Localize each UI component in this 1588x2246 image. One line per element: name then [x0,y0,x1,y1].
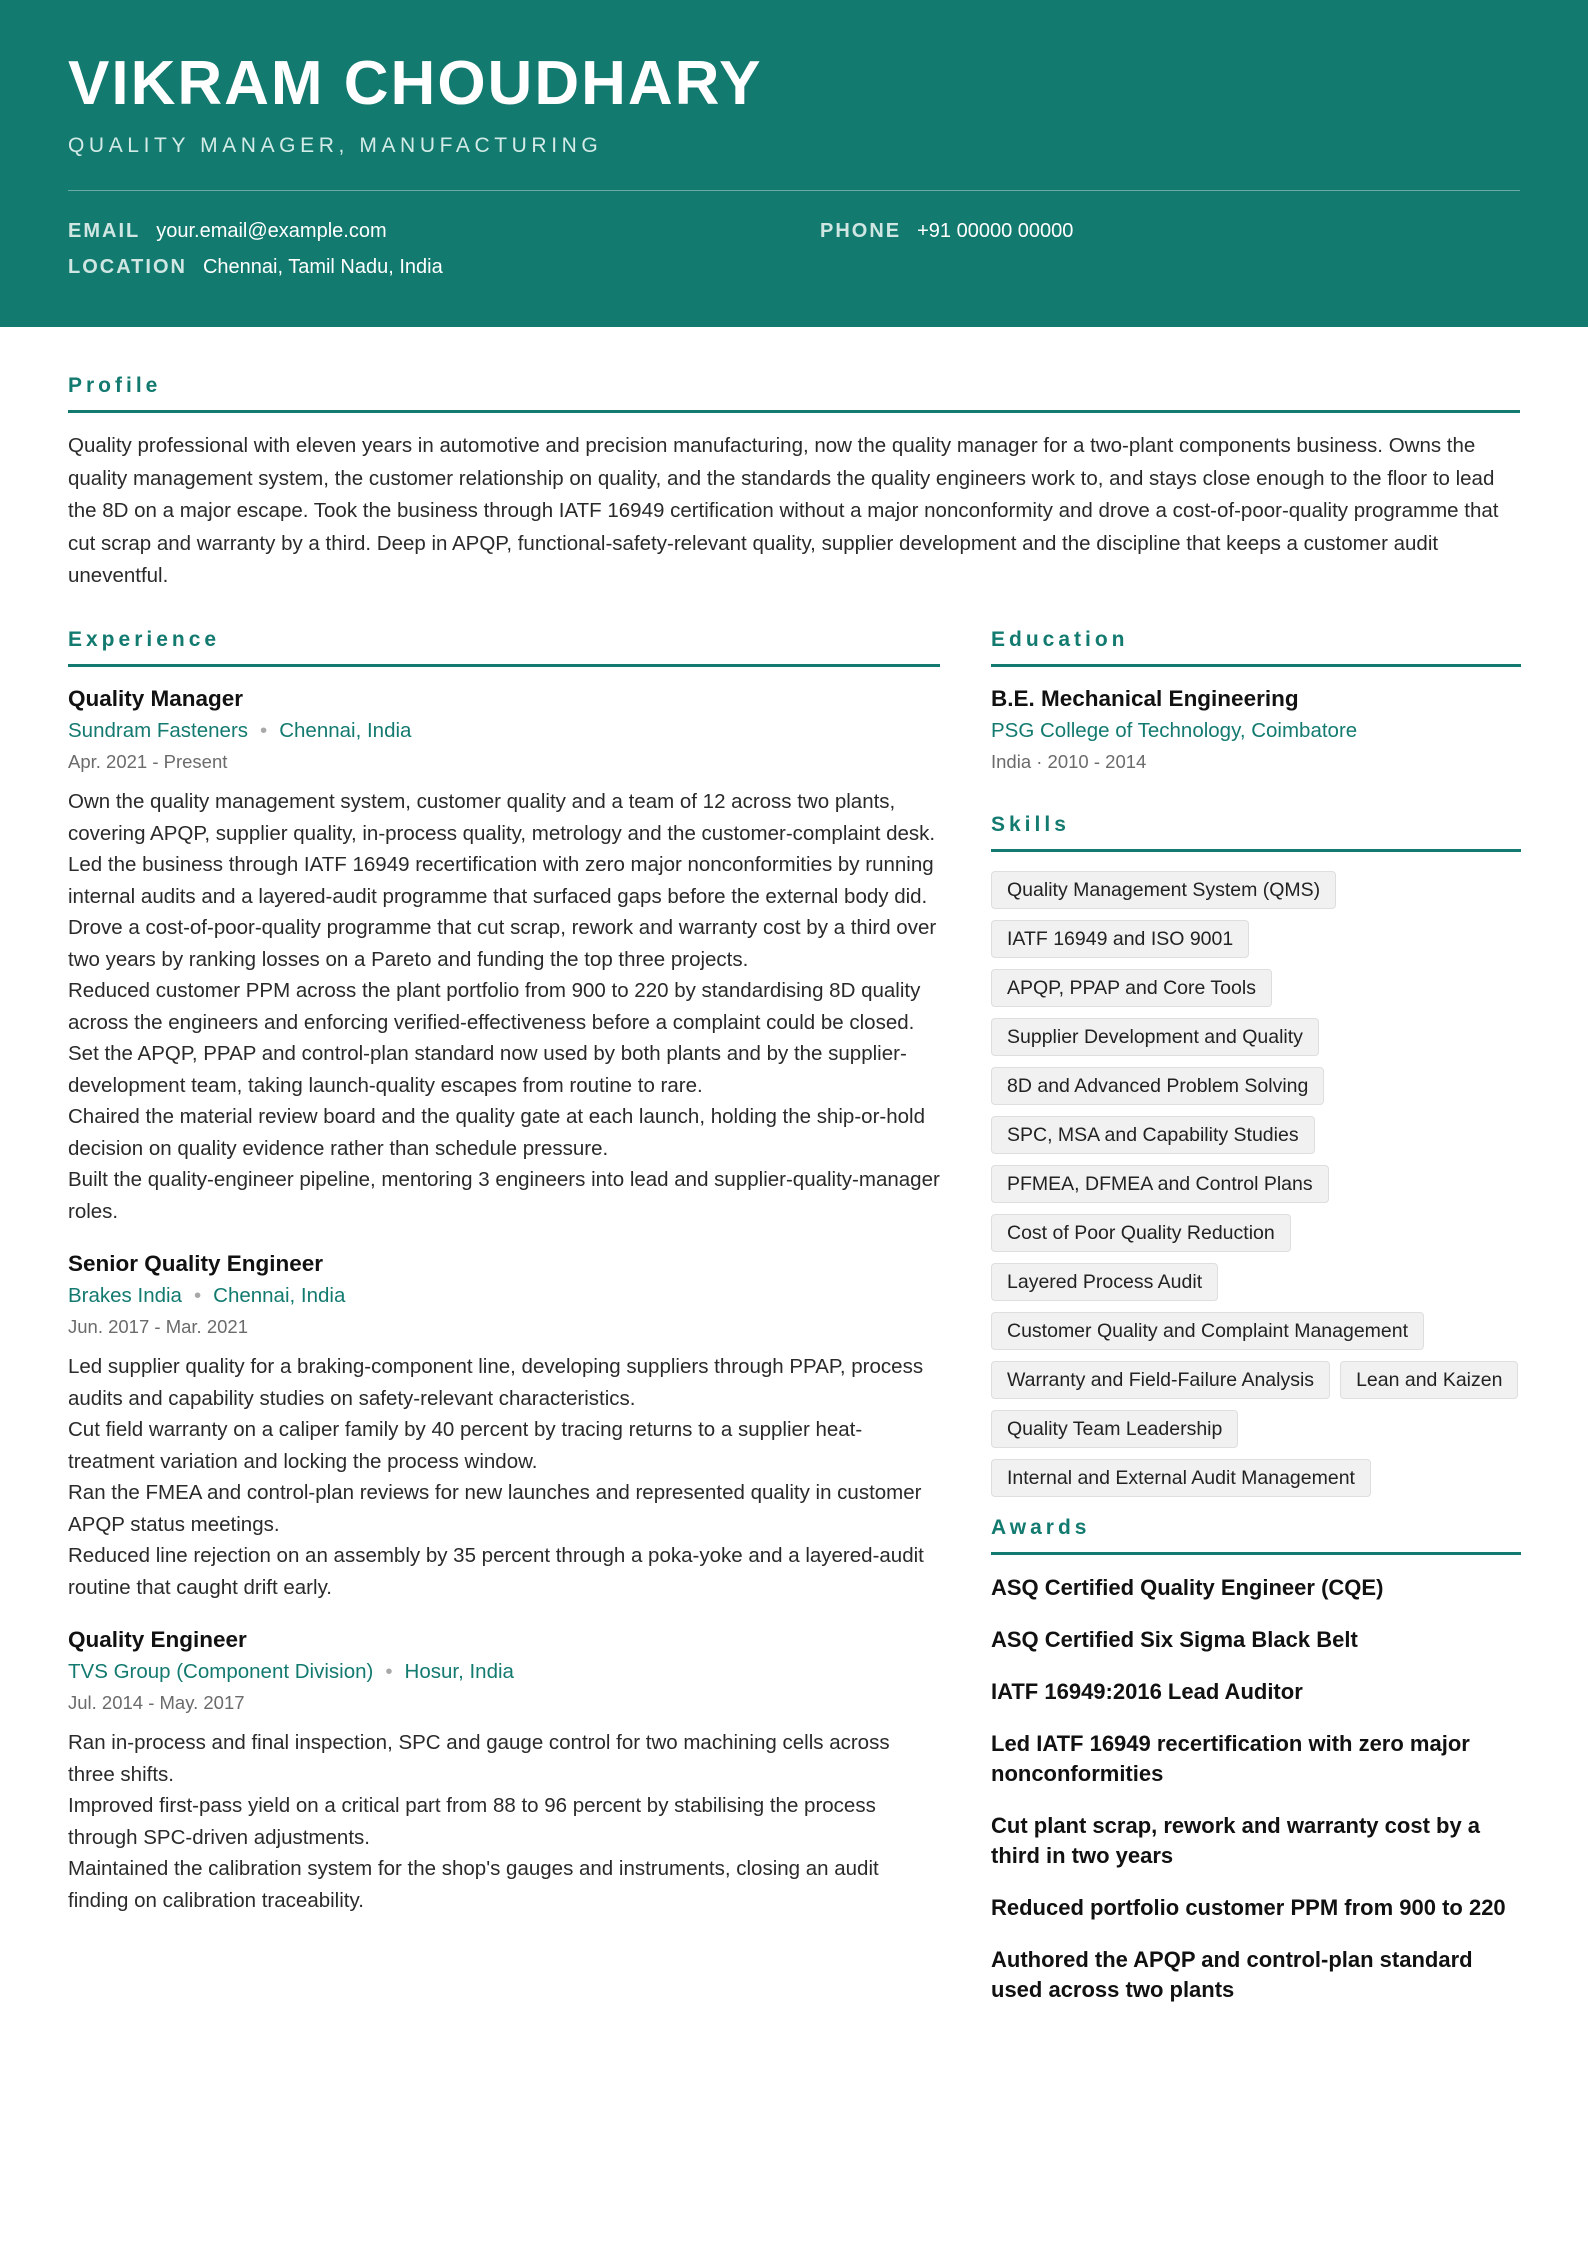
job-bullet: Set the APQP, PPAP and control-plan standard now used by both plants and by the supplier-development team, taking launch-quality escapes from routine to rare. [68,1042,907,1097]
profile-divider [68,410,1520,413]
job-entry [68,682,940,1227]
education-entry [991,682,1521,778]
email-label: EMAIL [68,220,141,242]
award-item: Reduced portfolio customer PPM from 900 to 220 [991,1895,1506,1920]
skill-tag: Lean and Kaizen [1340,1361,1518,1399]
job-location: Hosur, India [404,1660,514,1683]
job-bullet: Improved first-pass yield on a critical part from 88 to 96 percent by stabilising the process through SPC-driven adjustments. [68,1794,876,1849]
job-bullet: Reduced customer PPM across the plant portfolio from 900 to 220 by standardising 8D quality across the engineers and enforcing verified-effectiveness before a complaint could be closed. [68,979,921,1034]
skills-heading: Skills [991,813,1070,836]
skills-divider [991,849,1521,852]
education-school: PSG College of Technology, Coimbatore [991,719,1358,742]
job-location: Chennai, India [279,719,412,742]
job-dates: Jun. 2017 - Mar. 2021 [68,1316,248,1337]
candidate-title: QUALITY MANAGER, MANUFACTURING [68,134,603,157]
awards-list [991,1573,1521,2027]
job-organization [68,1657,940,1687]
profile-text: Quality professional with eleven years in automotive and precision manufacturing, now the quality manager for a two-plant components business. Owns the quality management system, the customer relationship on quality, and the standards the quality engineers work to, and stays close enough to the floor to lead the 8D on a major escape. Took the business through IATF 16949 certification without a major nonconformity and drove a cost-of-poor-quality programme that cut scrap and warranty by a third. Deep in APQP, functional-safety-relevant quality, supplier development and the discipline that keeps a customer audit uneventful. [68,434,1499,588]
job-bullet: Chaired the material review board and the quality gate at each launch, holding the ship-or-hold decision on quality evidence rather than schedule pressure. [68,1105,925,1160]
job-title: Senior Quality Engineer [68,1251,324,1276]
job-company: TVS Group (Component Division) [68,1660,374,1683]
job-bullet: Drove a cost-of-poor-quality programme that cut scrap, rework and warranty cost by a third over two years by ranking losses on a Pareto and funding the top three projects. [68,916,937,971]
experience-list [68,682,940,1936]
award-item: Cut plant scrap, rework and warranty cost by a third in two years [991,1813,1481,1868]
job-organization [68,1281,940,1311]
job-bullet: Ran in-process and final inspection, SPC and gauge control for two machining cells across three shifts. [68,1731,890,1786]
email-value[interactable]: your.email@example.com [156,220,387,242]
job-dates: Apr. 2021 - Present [68,751,228,772]
separator-dot: • [385,1660,393,1683]
header-divider [68,190,1520,191]
job-bullet: Led supplier quality for a braking-component line, developing suppliers through PPAP, process audits and capability studies on safety-relevant characteristics. [68,1355,924,1410]
education-heading: Education [991,628,1129,651]
profile-heading: Profile [68,374,162,397]
skill-tag: Supplier Development and Quality [991,1018,1319,1056]
education-degree: B.E. Mechanical Engineering [991,686,1299,711]
job-company: Brakes India [68,1284,182,1307]
skill-tag: Customer Quality and Complaint Management [991,1312,1424,1350]
job-company: Sundram Fasteners [68,719,249,742]
award-item: Authored the APQP and control-plan standard used across two plants [991,1947,1473,2002]
job-organization [68,716,940,746]
awards-divider [991,1552,1521,1555]
awards-heading: Awards [991,1516,1091,1539]
skill-tag: Quality Management System (QMS) [991,871,1336,909]
experience-divider [68,664,940,667]
award-item: Led IATF 16949 recertification with zero major nonconformities [991,1731,1470,1786]
skill-tag: IATF 16949 and ISO 9001 [991,920,1249,958]
phone-value[interactable]: +91 00000 00000 [917,220,1074,242]
job-bullet: Own the quality management system, customer quality and a team of 12 across two plants, covering APQP, supplier quality, in-process quality, metrology and the customer-complaint desk. [68,790,936,845]
job-entry [68,1623,940,1916]
resume-header [0,0,1588,327]
skill-tag: Cost of Poor Quality Reduction [991,1214,1291,1252]
job-bullet: Cut field warranty on a caliper family by 40 percent by tracing returns to a supplier heat-treatment variation and locking the process window. [68,1418,863,1473]
skill-tag: SPC, MSA and Capability Studies [991,1116,1315,1154]
phone-label: PHONE [820,220,902,242]
award-item: ASQ Certified Quality Engineer (CQE) [991,1575,1384,1600]
skill-tag: Quality Team Leadership [991,1410,1238,1448]
job-dates: Jul. 2014 - May. 2017 [68,1692,245,1713]
location-label: LOCATION [68,256,187,278]
skill-tag: PFMEA, DFMEA and Control Plans [991,1165,1329,1203]
separator-dot: • [193,1284,202,1307]
skill-tag: Layered Process Audit [991,1263,1218,1301]
education-divider [991,664,1521,667]
job-bullet: Ran the FMEA and control-plan reviews for new launches and represented quality in customer APQP status meetings. [68,1481,922,1536]
job-bullet: Built the quality-engineer pipeline, mentoring 3 engineers into lead and supplier-quality-manager roles. [68,1168,940,1223]
education-meta: India · 2010 - 2014 [991,751,1147,772]
separator-dot: • [260,719,268,742]
skill-tag: APQP, PPAP and Core Tools [991,969,1272,1007]
award-item: ASQ Certified Six Sigma Black Belt [991,1627,1358,1652]
contact-phone [820,218,1073,244]
job-bullet: Reduced line rejection on an assembly by 35 percent through a poka-yoke and a layered-audit routine that caught drift early. [68,1544,924,1599]
contact-email [68,218,387,244]
skills-list [991,871,1521,1497]
candidate-name: VIKRAM CHOUDHARY [68,49,763,118]
skill-tag: Warranty and Field-Failure Analysis [991,1361,1330,1399]
job-bullet: Led the business through IATF 16949 recertification with zero major nonconformities by running internal audits and a layered-audit programme that surfaced gaps before the external body did. [68,853,934,908]
job-location: Chennai, India [213,1284,346,1307]
job-title: Quality Manager [68,686,244,711]
experience-heading: Experience [68,628,221,651]
skill-tag: Internal and External Audit Management [991,1459,1371,1497]
skill-tag: 8D and Advanced Problem Solving [991,1067,1324,1105]
job-title: Quality Engineer [68,1627,247,1652]
award-item: IATF 16949:2016 Lead Auditor [991,1679,1303,1704]
location-value: Chennai, Tamil Nadu, India [202,256,443,278]
job-entry [68,1247,940,1603]
contact-location [68,254,443,280]
job-bullet: Maintained the calibration system for the shop's gauges and instruments, closing an audit finding on calibration traceability. [68,1857,879,1912]
